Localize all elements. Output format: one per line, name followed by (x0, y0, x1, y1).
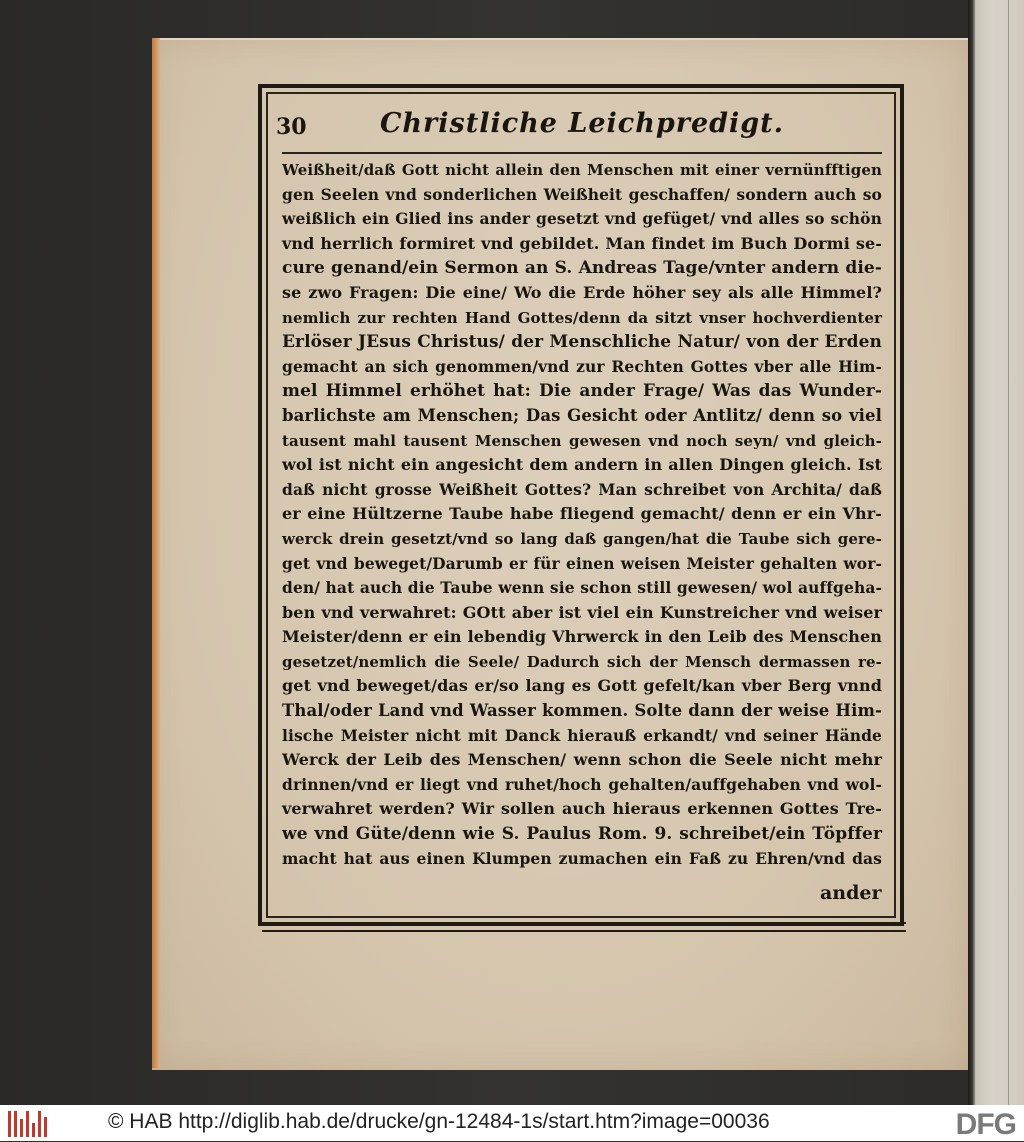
hab-barcode-icon (8, 1111, 48, 1137)
text-line: mel Himmel erhöhet hat: Die ander Frage/ Was das Wunder- (282, 381, 882, 402)
text-line: cure genand/ein Sermon an S. Andreas Tage/vnter andern die- (282, 258, 882, 279)
text-line: Meister/denn er ein lebendig Vhrwerck in den Leib des Menschen (282, 627, 882, 647)
text-line: tausent mahl tausent Menschen gewesen vnd noch seyn/ vnd gleich- (282, 431, 882, 450)
running-title: Christliche Leichpredigt. (379, 108, 785, 139)
text-line: vnd herrlich formiret vnd gebildet. Man findet im Buch Dormi se- (282, 233, 882, 253)
text-line: gen Seelen vnd sonderlichen Weißheit geschaffen/ sondern auch so (282, 184, 882, 204)
page-number: 30 (276, 114, 307, 140)
adjacent-page-edge (968, 0, 1024, 1105)
page-header (276, 100, 882, 154)
text-block (276, 100, 882, 871)
text-line: we vnd Güte/denn wie S. Paulus Rom. 9. schreibet/ein Töpffer (282, 824, 882, 845)
text-line: gemacht an sich genommen/vnd zur Rechten Gottes vber alle Him- (282, 356, 882, 376)
dfg-logo: DFG (955, 1108, 1016, 1141)
text-line: werck drein gesetzt/vnd so lang daß gangen/hat die Taube sich gere- (282, 529, 882, 548)
text-line: drinnen/vnd er liegt vnd ruhet/hoch gehalten/auffgehaben vnd wol- (282, 774, 882, 794)
text-line: Thal/oder Land vnd Wasser kommen. Solte dann der weise Him- (282, 701, 882, 721)
text-line: se zwo Fragen: Die eine/ Wo die Erde höher sey als alle Himmel? (282, 282, 882, 302)
text-line: Werck der Leib des Menschen/ wenn schon die Seele nicht mehr (282, 750, 882, 770)
text-line: get vnd beweget/Darumb er für einen weisen Meister gehalten wor- (282, 553, 882, 573)
body-text (282, 154, 882, 871)
text-line: Weißheit/daß Gott nicht allein den Menschen mit einer vernünfftigen (282, 161, 882, 179)
footer-bar (0, 1105, 1024, 1141)
text-line: macht hat aus einen Klumpen zumachen ein Faß zu Ehren/vnd das (282, 848, 882, 868)
text-frame-base-rule (262, 922, 906, 932)
text-line: nemlich zur rechten Hand Gottes/denn da sitzt vnser hochverdienter (282, 308, 882, 327)
text-line: gesetzet/nemlich die Seele/ Dadurch sich der Mensch dermassen re- (282, 652, 882, 671)
catchword: ander (820, 882, 882, 904)
page-edge (152, 38, 160, 1068)
text-line: ben vnd verwahret: GOtt aber ist viel ein Kunstreicher vnd weiser (282, 602, 882, 622)
text-line: weißlich ein Glied ins ander gesetzt vnd gefüget/ vnd alles so schön (282, 209, 882, 229)
text-line: barlichste am Menschen; Das Gesicht oder Antlitz/ denn so viel (282, 405, 882, 425)
text-line: Erlöser JEsus Christus/ der Menschliche Natur/ von der Erden (282, 332, 882, 353)
text-line: lische Meister nicht mit Danck hierauß erkandt/ vnd seiner Hände (282, 725, 882, 745)
text-line: daß nicht grosse Weißheit Gottes? Man schreibet von Archita/ daß (282, 479, 882, 499)
text-line: er eine Hültzerne Taube habe fliegend gemacht/ denn er ein Vhr- (282, 504, 882, 524)
text-line: wol ist nicht ein angesicht dem andern in allen Dingen gleich. Ist (282, 455, 882, 475)
text-line: get vnd beweget/das er/so lang es Gott gefelt/kan vber Berg vnnd (282, 676, 882, 696)
source-link[interactable]: © HAB http://diglib.hab.de/drucke/gn-12484-1s/start.htm?image=00036 (108, 1110, 770, 1133)
text-line: den/ hat auch die Taube wenn sie schon still gewesen/ wol auffgeha- (282, 578, 882, 598)
text-line: verwahret werden? Wir sollen auch hieraus erkennen Gottes Tre- (282, 799, 882, 819)
